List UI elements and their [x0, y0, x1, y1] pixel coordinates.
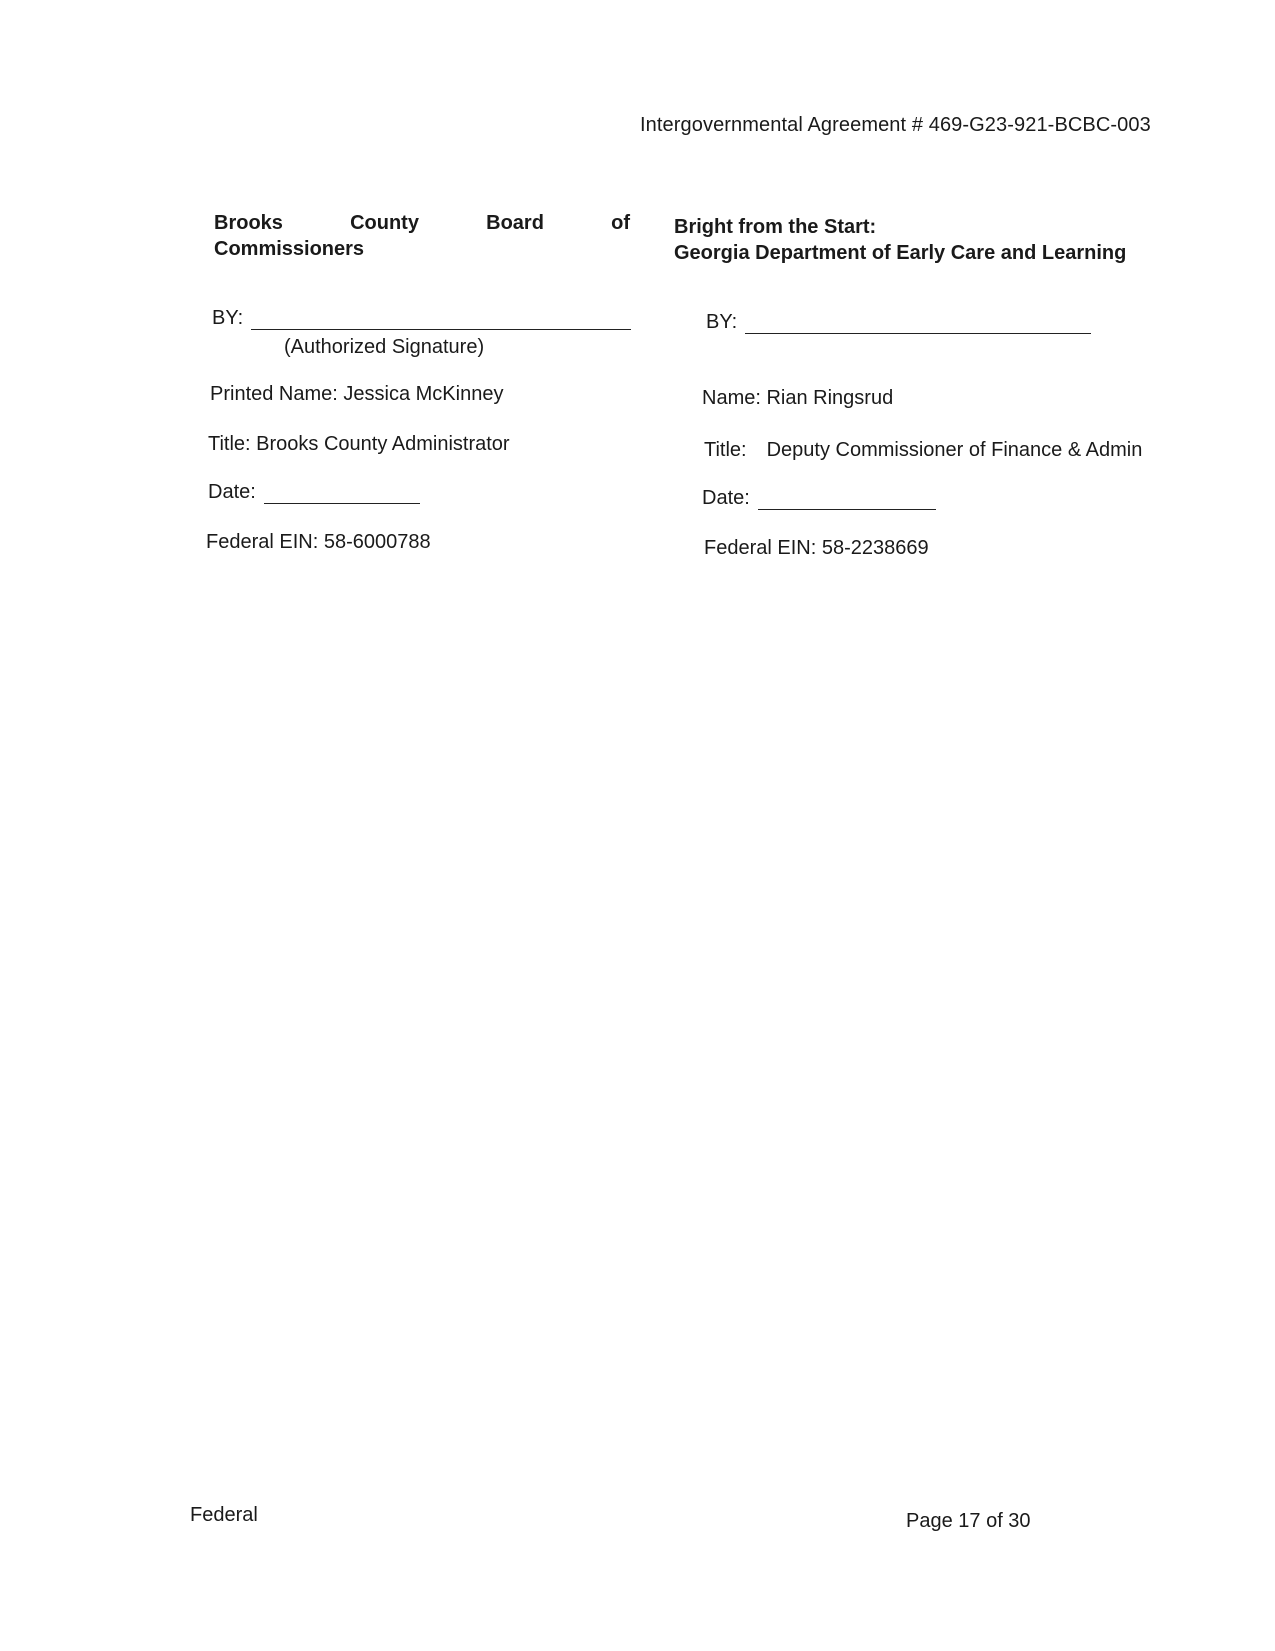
right-party-name-line2: Georgia Department of Early Care and Learning	[674, 242, 1127, 264]
left-party-word: Board	[486, 212, 544, 234]
right-title-label: Title:	[704, 439, 747, 461]
right-party-name	[674, 214, 1126, 266]
left-party-name-line1	[214, 210, 630, 236]
left-signature-line[interactable]	[251, 309, 631, 330]
left-party-word: of	[611, 212, 630, 234]
left-ein: Federal EIN: 58-6000788	[206, 531, 431, 553]
right-signature-line[interactable]	[745, 313, 1091, 334]
left-by-label: BY:	[212, 307, 244, 329]
left-party-word: County	[350, 212, 419, 234]
left-party-name-line2: Commissioners	[214, 238, 365, 260]
right-title	[704, 438, 1142, 462]
left-party-name	[214, 210, 630, 262]
left-title: Title: Brooks County Administrator	[208, 433, 510, 455]
right-title-value: Deputy Commissioner of Finance & Admin	[766, 439, 1143, 461]
right-date-field	[702, 486, 936, 510]
right-party-name-line1: Bright from the Start:	[674, 216, 877, 238]
left-party-word: Brooks	[214, 212, 283, 234]
right-name: Name: Rian Ringsrud	[702, 387, 894, 409]
footer-left: Federal	[190, 1504, 258, 1526]
right-date-line[interactable]	[758, 491, 936, 510]
page-number: Page 17 of 30	[906, 1510, 1031, 1532]
left-date-label: Date:	[208, 481, 256, 503]
left-printed-name: Printed Name: Jessica McKinney	[210, 383, 504, 405]
left-signature-field	[212, 306, 631, 330]
left-date-line[interactable]	[264, 485, 420, 504]
right-by-label: BY:	[706, 311, 738, 333]
right-ein: Federal EIN: 58-2238669	[704, 537, 929, 559]
agreement-reference: Intergovernmental Agreement # 469-G23-921-BCBC-003	[640, 114, 1151, 136]
right-date-label: Date:	[702, 487, 750, 509]
right-signature-field	[706, 310, 1091, 334]
left-date-field	[208, 480, 420, 504]
left-signature-caption: (Authorized Signature)	[284, 336, 485, 358]
